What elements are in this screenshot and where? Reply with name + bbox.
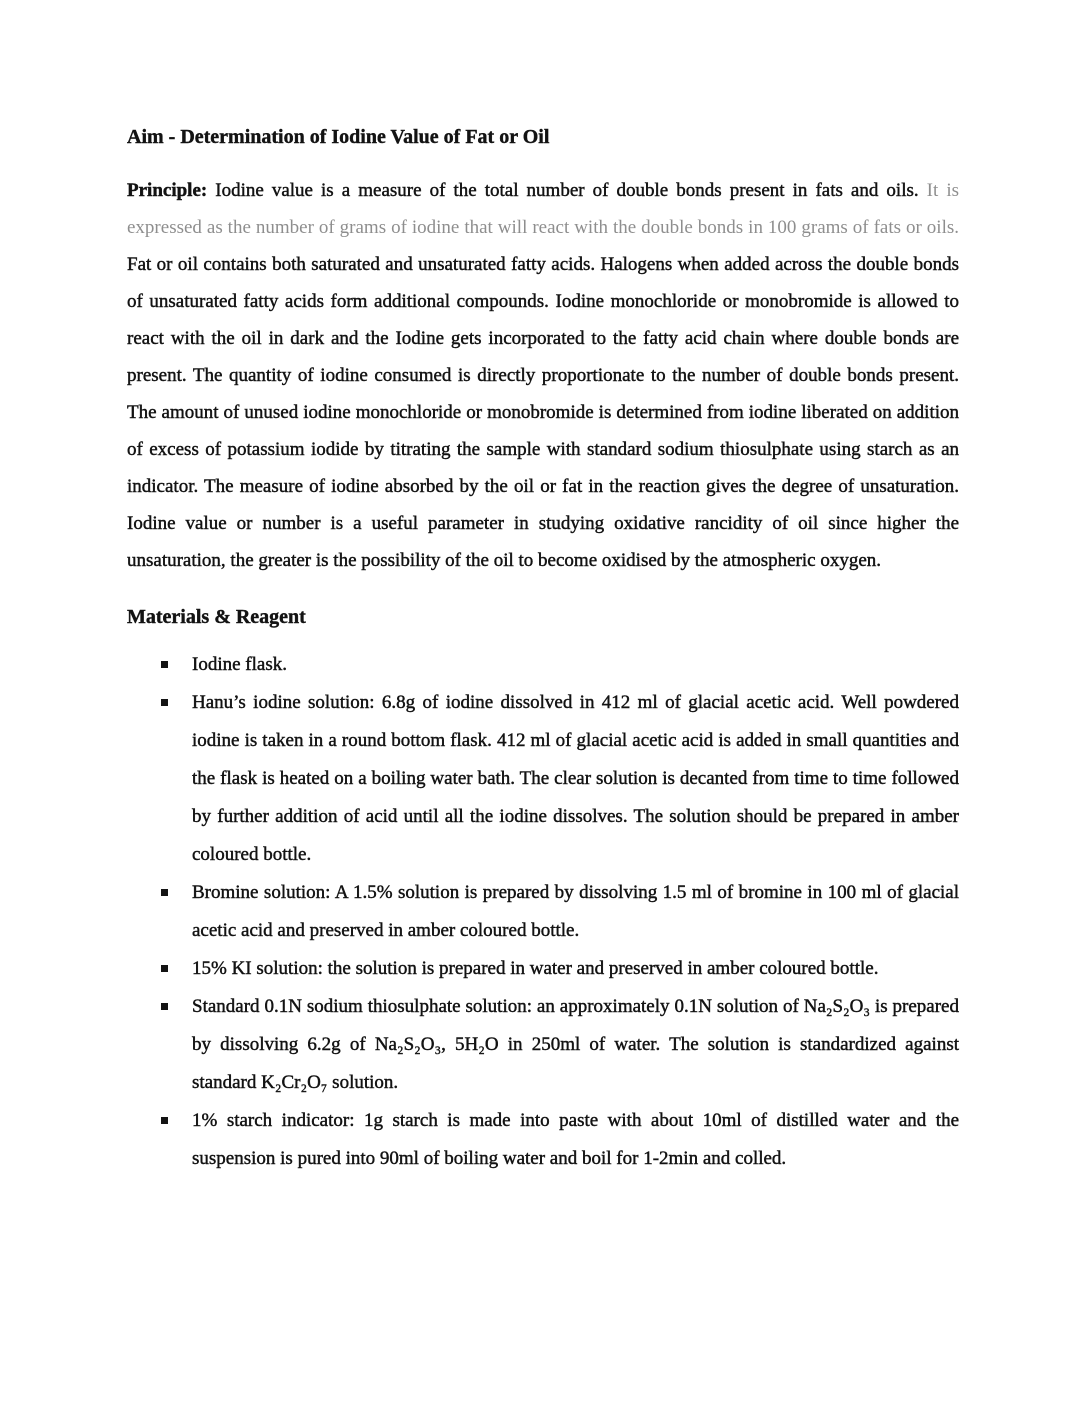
- list-item-bromine-solution: [127, 874, 959, 950]
- list-item-text: Bromine solution: A 1.5% solution is prepared by dissolving 1.5 ml of bromine in 100 ml of glacial acetic acid and preserved in amber coloured bottle.: [192, 882, 959, 941]
- list-item-text: Standard 0.1N sodium thiosulphate solution: an approximately 0.1N solution of Na₂S₂O₃ is prepared by dissolving 6.2g of Na₂S₂O₃, 5H₂O in 250ml of water. The solution is standardized against standard K₂Cr₂O₇ solution.: [192, 996, 959, 1093]
- principle-paragraph: [127, 172, 959, 579]
- bullet-square-icon: [161, 1003, 168, 1010]
- list-item-iodine-flask: [127, 646, 959, 684]
- bullet-square-icon: [161, 661, 168, 668]
- principle-sentence-1: Iodine value is a measure of the total number of double bonds present in fats and oils.: [207, 180, 919, 201]
- principle-label: Principle:: [127, 180, 208, 201]
- principle-sentence-3: Fat or oil contains both saturated and unsaturated fatty acids. Halogens when added across the double bonds of unsaturated fatty acids form additional compounds. Iodine monochloride or monobromide is allowed to react with the oil in dark and the Iodine gets incorporated to the fatty acid chain where double bonds are present. The quantity of iodine consumed is directly proportionate to the number of double bonds present. The amount of unused iodine monochloride or monobromide is determined from iodine liberated on addition of excess of potassium iodide by titrating the sample with standard sodium thiosulphate using starch as an indicator. The measure of iodine absorbed by the oil or fat in the reaction gives the degree of unsaturation. Iodine value or number is a useful parameter in studying oxidative rancidity of oil since higher the unsaturation, the greater is the possibility of the oil to become oxidised by the atmospheric oxygen.: [127, 254, 959, 571]
- bullet-square-icon: [161, 699, 168, 706]
- bullet-square-icon: [161, 1117, 168, 1124]
- materials-heading: Materials & Reagent: [127, 606, 306, 628]
- principle-sentence-2-muted: It is expressed as the number of grams of iodine that will react with the double bonds in 100 grams of fats or oils.: [127, 180, 960, 238]
- list-item-text: 15% KI solution: the solution is prepared in water and preserved in amber coloured bottle.: [192, 958, 879, 979]
- materials-list: [127, 646, 959, 1178]
- list-item-text: Hanu’s iodine solution: 6.8g of iodine dissolved in 412 ml of glacial acetic acid. Well powdered iodine is taken in a round bottom flask. 412 ml of glacial acetic acid is added in small quantities and the flask is heated on a boiling water bath. The clear solution is decanted from time to time followed by further addition of acid until all the iodine dissolves. The solution should be prepared in amber coloured bottle.: [192, 692, 959, 865]
- list-item-text: Iodine flask.: [192, 654, 287, 675]
- list-item-starch-indicator: [127, 1102, 959, 1178]
- list-item-text: 1% starch indicator: 1g starch is made into paste with about 10ml of distilled water and the suspension is pured into 90ml of boiling water and boil for 1-2min and colled.: [192, 1110, 959, 1169]
- page-title: Aim - Determination of Iodine Value of Fat or Oil: [127, 126, 550, 148]
- list-item-hanus-iodine-solution: [127, 684, 959, 874]
- bullet-square-icon: [161, 889, 168, 896]
- list-item-sodium-thiosulphate-solution: [127, 988, 959, 1102]
- bullet-square-icon: [161, 965, 168, 972]
- list-item-ki-solution: [127, 950, 959, 988]
